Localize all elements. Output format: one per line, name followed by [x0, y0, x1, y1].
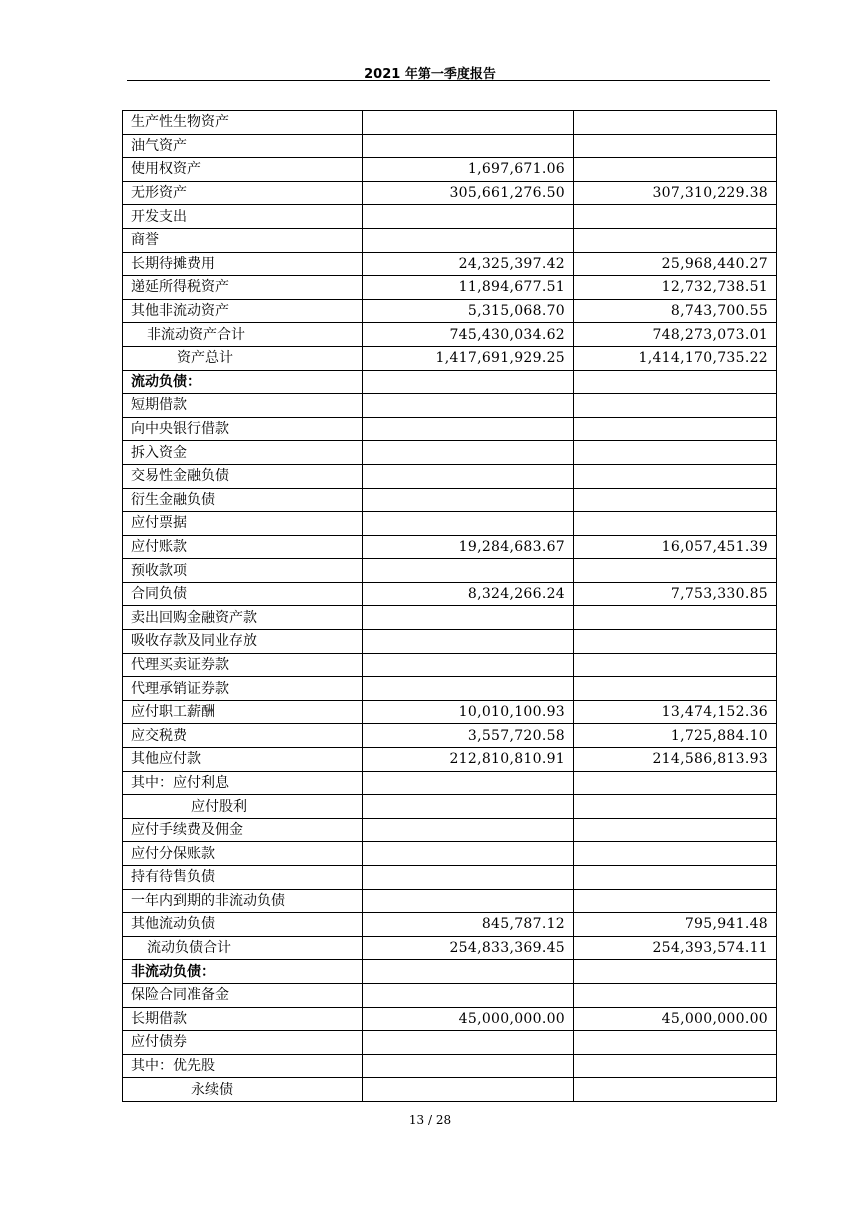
- table-row: [123, 488, 777, 512]
- row-label: 吸收存款及同业存放: [123, 630, 363, 654]
- table-row: [123, 866, 777, 890]
- row-label: 一年内到期的非流动负债: [123, 889, 363, 913]
- table-row: [123, 346, 777, 370]
- row-label: 代理承销证券款: [123, 677, 363, 701]
- row-label: 衍生金融负债: [123, 488, 363, 512]
- row-label: 应付手续费及佣金: [123, 818, 363, 842]
- table-row: [123, 464, 777, 488]
- current-period-value: [363, 677, 574, 701]
- current-period-value: 305,661,276.50: [363, 181, 574, 205]
- row-label: 应付票据: [123, 512, 363, 536]
- current-period-value: [363, 559, 574, 583]
- current-period-value: [363, 488, 574, 512]
- row-label: 拆入资金: [123, 441, 363, 465]
- row-label: 非流动负债：: [123, 960, 363, 984]
- table-row: [123, 299, 777, 323]
- row-label: 持有待售负债: [123, 866, 363, 890]
- row-label: 油气资产: [123, 134, 363, 158]
- page-number: 13 / 28: [408, 1113, 452, 1127]
- table-row: [123, 134, 777, 158]
- current-period-value: [363, 370, 574, 394]
- table-row: [123, 842, 777, 866]
- current-period-value: [363, 771, 574, 795]
- prior-period-value: [574, 983, 777, 1007]
- current-period-value: [363, 464, 574, 488]
- prior-period-value: 16,057,451.39: [574, 535, 777, 559]
- prior-period-value: [574, 464, 777, 488]
- prior-period-value: 13,474,152.36: [574, 700, 777, 724]
- prior-period-value: [574, 889, 777, 913]
- table-row: [123, 276, 777, 300]
- current-period-value: 24,325,397.42: [363, 252, 574, 276]
- current-period-value: 254,833,369.45: [363, 936, 574, 960]
- prior-period-value: [574, 795, 777, 819]
- row-label: 短期借款: [123, 394, 363, 418]
- current-period-value: [363, 889, 574, 913]
- row-label: 应付职工薪酬: [123, 700, 363, 724]
- row-label: 其他应付款: [123, 748, 363, 772]
- row-label: 向中央银行借款: [123, 417, 363, 441]
- prior-period-value: [574, 1078, 777, 1102]
- table-row: [123, 323, 777, 347]
- prior-period-value: 254,393,574.11: [574, 936, 777, 960]
- current-period-value: [363, 960, 574, 984]
- current-period-value: 19,284,683.67: [363, 535, 574, 559]
- prior-period-value: [574, 653, 777, 677]
- current-period-value: [363, 512, 574, 536]
- current-period-value: 1,417,691,929.25: [363, 346, 574, 370]
- table-row: [123, 417, 777, 441]
- row-label: 保险合同准备金: [123, 983, 363, 1007]
- current-period-value: [363, 228, 574, 252]
- balance-sheet-table: [122, 110, 777, 1102]
- table-row: [123, 228, 777, 252]
- row-label: 生产性生物资产: [123, 111, 363, 135]
- table-row: [123, 700, 777, 724]
- table-row: [123, 559, 777, 583]
- table-row: [123, 394, 777, 418]
- prior-period-value: [574, 866, 777, 890]
- current-period-value: 11,894,677.51: [363, 276, 574, 300]
- prior-period-value: [574, 771, 777, 795]
- header-divider: [127, 80, 770, 81]
- table-row: [123, 818, 777, 842]
- prior-period-value: [574, 677, 777, 701]
- prior-period-value: [574, 158, 777, 182]
- row-label: 非流动资产合计: [123, 323, 363, 347]
- row-label: 使用权资产: [123, 158, 363, 182]
- table-row: [123, 606, 777, 630]
- current-period-value: 5,315,068.70: [363, 299, 574, 323]
- current-period-value: [363, 1054, 574, 1078]
- prior-period-value: 795,941.48: [574, 913, 777, 937]
- current-period-value: [363, 795, 574, 819]
- balance-sheet-body: [123, 111, 777, 1102]
- table-row: [123, 181, 777, 205]
- row-label: 其他流动负债: [123, 913, 363, 937]
- prior-period-value: [574, 111, 777, 135]
- prior-period-value: 1,725,884.10: [574, 724, 777, 748]
- prior-period-value: [574, 1031, 777, 1055]
- prior-period-value: [574, 394, 777, 418]
- table-row: [123, 630, 777, 654]
- current-period-value: [363, 111, 574, 135]
- row-label: 其他非流动资产: [123, 299, 363, 323]
- table-row: [123, 1078, 777, 1102]
- prior-period-value: [574, 441, 777, 465]
- table-row: [123, 795, 777, 819]
- current-period-value: [363, 205, 574, 229]
- table-row: [123, 205, 777, 229]
- current-period-value: [363, 417, 574, 441]
- current-period-value: 45,000,000.00: [363, 1007, 574, 1031]
- prior-period-value: [574, 134, 777, 158]
- current-period-value: [363, 866, 574, 890]
- prior-period-value: [574, 512, 777, 536]
- prior-period-value: [574, 606, 777, 630]
- table-row: [123, 582, 777, 606]
- current-period-value: 212,810,810.91: [363, 748, 574, 772]
- current-period-value: [363, 394, 574, 418]
- row-label: 合同负债: [123, 582, 363, 606]
- current-period-value: [363, 606, 574, 630]
- prior-period-value: [574, 630, 777, 654]
- row-label: 开发支出: [123, 205, 363, 229]
- table-row: [123, 441, 777, 465]
- current-period-value: [363, 441, 574, 465]
- report-title: 2021 年第一季度报告: [364, 67, 496, 82]
- current-period-value: [363, 983, 574, 1007]
- prior-period-value: [574, 488, 777, 512]
- prior-period-value: [574, 205, 777, 229]
- current-period-value: [363, 842, 574, 866]
- row-label: 其中：优先股: [123, 1054, 363, 1078]
- row-label: 代理买卖证券款: [123, 653, 363, 677]
- table-row: [123, 653, 777, 677]
- row-label: 无形资产: [123, 181, 363, 205]
- prior-period-value: 748,273,073.01: [574, 323, 777, 347]
- row-label: 卖出回购金融资产款: [123, 606, 363, 630]
- table-row: [123, 1007, 777, 1031]
- table-row: [123, 535, 777, 559]
- current-period-value: 745,430,034.62: [363, 323, 574, 347]
- table-row: [123, 1054, 777, 1078]
- current-period-value: [363, 134, 574, 158]
- current-period-value: 3,557,720.58: [363, 724, 574, 748]
- current-period-value: 8,324,266.24: [363, 582, 574, 606]
- current-period-value: [363, 630, 574, 654]
- prior-period-value: [574, 559, 777, 583]
- table-row: [123, 677, 777, 701]
- prior-period-value: 307,310,229.38: [574, 181, 777, 205]
- row-label: 流动负债合计: [123, 936, 363, 960]
- current-period-value: [363, 1031, 574, 1055]
- row-label: 预收款项: [123, 559, 363, 583]
- prior-period-value: 1,414,170,735.22: [574, 346, 777, 370]
- row-label: 应付债券: [123, 1031, 363, 1055]
- row-label: 应付股利: [123, 795, 363, 819]
- table-row: [123, 748, 777, 772]
- prior-period-value: 25,968,440.27: [574, 252, 777, 276]
- table-row: [123, 111, 777, 135]
- row-label: 资产总计: [123, 346, 363, 370]
- current-period-value: [363, 653, 574, 677]
- prior-period-value: [574, 417, 777, 441]
- table-row: [123, 936, 777, 960]
- current-period-value: [363, 1078, 574, 1102]
- row-label: 应付账款: [123, 535, 363, 559]
- prior-period-value: 45,000,000.00: [574, 1007, 777, 1031]
- prior-period-value: 214,586,813.93: [574, 748, 777, 772]
- table-row: [123, 158, 777, 182]
- prior-period-value: 8,743,700.55: [574, 299, 777, 323]
- table-row: [123, 1031, 777, 1055]
- row-label: 递延所得税资产: [123, 276, 363, 300]
- current-period-value: [363, 818, 574, 842]
- prior-period-value: [574, 842, 777, 866]
- table-row: [123, 913, 777, 937]
- row-label: 长期待摊费用: [123, 252, 363, 276]
- row-label: 商誉: [123, 228, 363, 252]
- row-label: 其中：应付利息: [123, 771, 363, 795]
- table-row: [123, 252, 777, 276]
- table-row: [123, 960, 777, 984]
- prior-period-value: [574, 960, 777, 984]
- table-row: [123, 889, 777, 913]
- row-label: 长期借款: [123, 1007, 363, 1031]
- prior-period-value: [574, 1054, 777, 1078]
- prior-period-value: 7,753,330.85: [574, 582, 777, 606]
- table-row: [123, 512, 777, 536]
- prior-period-value: [574, 370, 777, 394]
- prior-period-value: [574, 228, 777, 252]
- prior-period-value: [574, 818, 777, 842]
- table-row: [123, 370, 777, 394]
- prior-period-value: 12,732,738.51: [574, 276, 777, 300]
- table-row: [123, 724, 777, 748]
- current-period-value: 1,697,671.06: [363, 158, 574, 182]
- row-label: 流动负债：: [123, 370, 363, 394]
- row-label: 应付分保账款: [123, 842, 363, 866]
- row-label: 永续债: [123, 1078, 363, 1102]
- table-row: [123, 983, 777, 1007]
- row-label: 交易性金融负债: [123, 464, 363, 488]
- row-label: 应交税费: [123, 724, 363, 748]
- current-period-value: 845,787.12: [363, 913, 574, 937]
- table-row: [123, 771, 777, 795]
- current-period-value: 10,010,100.93: [363, 700, 574, 724]
